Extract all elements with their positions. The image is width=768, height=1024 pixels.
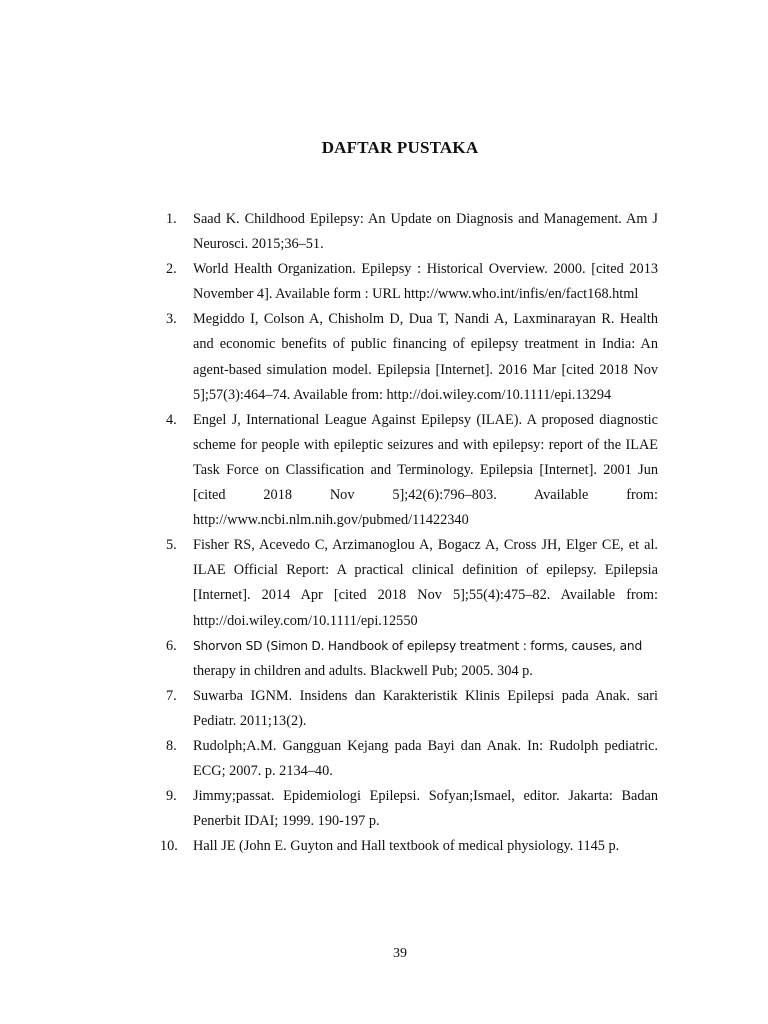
reference-number: 8. — [166, 737, 177, 754]
reference-text: Jimmy;passat. Epidemiologi Epilepsi. Sofyan;Ismael, editor. Jakarta: Badan Penerbit IDAI; 1999. 190-197 p. — [193, 788, 658, 830]
reference-text-alt-font: Shorvon SD (Simon D. Handbook of epilepsy treatment : forms, causes, and — [193, 638, 642, 653]
reference-item — [160, 734, 658, 784]
reference-number: 9. — [166, 788, 177, 805]
reference-list — [160, 207, 658, 859]
reference-item — [160, 257, 658, 307]
reference-item — [160, 207, 658, 257]
reference-number: 3. — [166, 311, 177, 328]
reference-text: Saad K. Childhood Epilepsy: An Update on Diagnosis and Management. Am J Neurosci. 2015;36–51. — [193, 211, 658, 253]
reference-item — [160, 408, 658, 533]
page-title: DAFTAR PUSTAKA — [321, 138, 479, 157]
reference-item — [160, 634, 658, 684]
reference-number: 2. — [166, 261, 177, 278]
reference-text: World Health Organization. Epilepsy : Historical Overview. 2000. [cited 2013 November 4]. Available form : URL http://www.who.int/infis/en/fact168.html — [193, 261, 658, 303]
reference-text: Fisher RS, Acevedo C, Arzimanoglou A, Bogacz A, Cross JH, Elger CE, et al. ILAE Official Report: A practical clinical definition of epilepsy. Epilepsia [Internet]. 2014 Apr [cited 2018 Nov 5];55(4):475–82. Available from: http://doi.wiley.com/10.1111/epi.12550 — [193, 537, 658, 629]
reference-text: Engel J, International League Against Epilepsy (ILAE). A proposed diagnostic scheme for people with epileptic seizures and with epilepsy: report of the ILAE Task Force on Classification and Terminology. Epilepsia [Internet]. 2001 Jun [cited 2018 Nov 5];42(6):796–803. Available from: http://www.ncbi.nlm.nih.gov/pubmed/11422340 — [193, 411, 658, 529]
reference-number: 1. — [166, 211, 177, 227]
reference-text: therapy in children and adults. Blackwell Pub; 2005. 304 p. — [193, 662, 533, 679]
reference-number: 5. — [166, 537, 177, 554]
reference-text: Rudolph;A.M. Gangguan Kejang pada Bayi dan Anak. In: Rudolph pediatric. ECG; 2007. p. 2134–40. — [193, 737, 658, 780]
page-number: 39 — [393, 946, 407, 961]
reference-number: 4. — [166, 411, 177, 428]
reference-text: Hall JE (John E. Guyton and Hall textbook of medical physiology. 1145 p. — [193, 838, 620, 855]
reference-number: 10. — [160, 838, 178, 855]
reference-item — [160, 533, 658, 633]
reference-item — [160, 834, 658, 859]
reference-item — [160, 684, 658, 734]
reference-number: 7. — [166, 687, 177, 704]
reference-item — [160, 307, 658, 407]
reference-text: Megiddo I, Colson A, Chisholm D, Dua T, Nandi A, Laxminarayan R. Health and economic benefits of public financing of epilepsy treatment in India: An agent-based simulation model. Epilepsia [Internet]. 2016 Mar [cited 2018 Nov 5];57(3):464–74. Available from: http://doi.wiley.com/10.1111/epi.13294 — [193, 311, 658, 403]
reference-text: Suwarba IGNM. Insidens dan Karakteristik Klinis Epilepsi pada Anak. sari Pediatr. 2011;13(2). — [193, 687, 658, 729]
reference-number: 6. — [166, 637, 177, 654]
reference-item — [160, 784, 658, 834]
